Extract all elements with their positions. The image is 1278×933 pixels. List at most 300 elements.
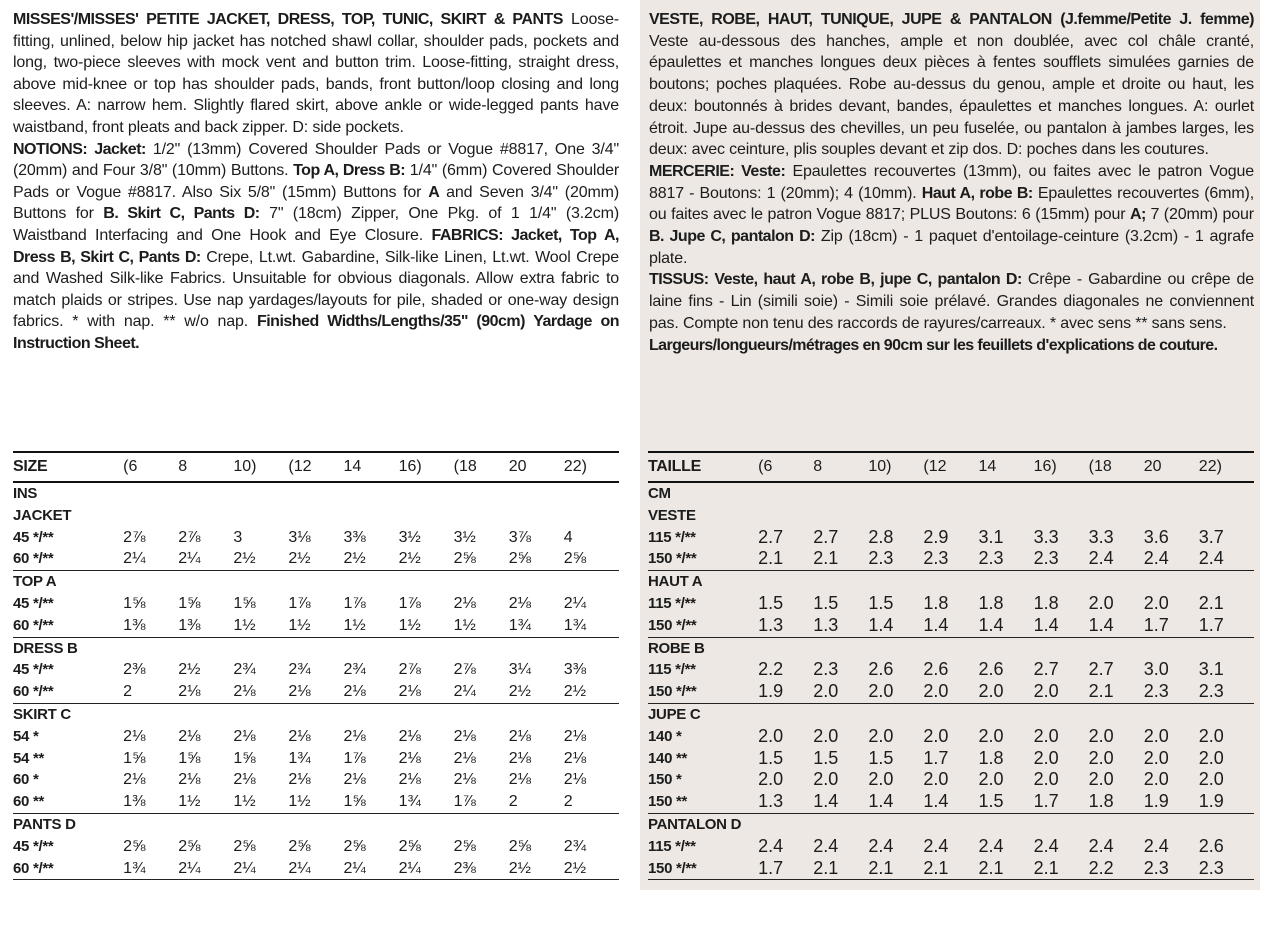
yardage-cell: 2.4 — [813, 835, 839, 856]
yardage-cell: 2.3 — [978, 548, 1004, 569]
table-row — [648, 527, 1254, 549]
yardage-cell: 2.0 — [1033, 725, 1059, 746]
yardage-cell: 2.7 — [758, 526, 784, 547]
row-label: PANTS D — [13, 813, 123, 835]
yardage-cell: 1½ — [233, 616, 256, 634]
yardage-cell: 1.3 — [758, 791, 784, 812]
mercerie-text-4: Zip (18cm) - 1 paquet d'entoilage-ceinture (3.2cm) - 1 agrafe plate. — [649, 228, 1254, 267]
size-column-header: 20 — [1143, 458, 1162, 475]
yardage-cell: 2¾ — [233, 661, 256, 679]
yardage-cell: 2⅛ — [563, 749, 587, 767]
row-label: 140 * — [648, 727, 682, 745]
yardage-cell — [288, 571, 343, 593]
row-label: INS — [13, 485, 38, 502]
yardage-cell — [123, 571, 178, 593]
yardage-cell: 2.1 — [1088, 681, 1114, 702]
yardage-cell — [288, 482, 343, 505]
yardage-cell — [758, 637, 813, 659]
yardage-cell — [288, 505, 343, 527]
yardage-cell — [399, 571, 454, 593]
largeurs-label: Largeurs/longueurs/métrages en 90cm sur les feuillets d'explications de couture. — [649, 336, 1218, 354]
row-label: JACKET — [13, 506, 72, 524]
yardage-cell — [1089, 571, 1144, 593]
table-group-row — [648, 813, 1254, 835]
yardage-cell — [1144, 703, 1199, 725]
table-row — [648, 748, 1254, 770]
yardage-cell: 1⅜ — [178, 616, 201, 634]
yardage-cell — [343, 505, 398, 527]
hauta-label: Haut A, robe B: — [921, 184, 1033, 202]
yardage-cell — [923, 637, 978, 659]
yardage-cell — [868, 482, 923, 505]
yardage-cell — [1034, 813, 1089, 835]
yardage-cell: 2⅛ — [233, 727, 256, 745]
yardage-cell — [564, 571, 619, 593]
yardage-cell: 1.4 — [1033, 614, 1059, 635]
row-label: 115 */** — [648, 528, 696, 546]
yardage-cell: 1.5 — [758, 592, 784, 613]
row-label: 54 * — [13, 727, 39, 745]
yardage-cell: 2.4 — [868, 835, 894, 856]
yardage-cell — [978, 703, 1033, 725]
yardage-cell — [1144, 813, 1199, 835]
yardage-cell: 1.5 — [868, 592, 894, 613]
yardage-cell — [868, 637, 923, 659]
yardage-cell — [564, 482, 619, 505]
yardage-cell — [509, 505, 564, 527]
yardage-cell: 2.3 — [813, 659, 839, 680]
yardage-cell — [868, 571, 923, 593]
yardage-cell — [233, 703, 288, 725]
yardage-cell — [1199, 637, 1254, 659]
yardage-cell — [923, 571, 978, 593]
yardage-cell — [123, 505, 178, 527]
table-row — [648, 548, 1254, 570]
yardage-cell: 1.3 — [758, 614, 784, 635]
yardage-cell: 1½ — [453, 616, 476, 634]
yardage-cell — [978, 637, 1033, 659]
yardage-cell — [454, 813, 509, 835]
table-header-row — [648, 452, 1254, 482]
table-bottom-rule — [648, 880, 1254, 883]
row-label: 45 */** — [13, 837, 54, 855]
yardage-cell — [509, 703, 564, 725]
yardage-cell: 2⅛ — [343, 683, 366, 701]
yardage-cell — [343, 571, 398, 593]
size-header: TAILLE — [648, 458, 702, 475]
yardage-cell: 2⅛ — [508, 594, 531, 612]
row-label: 140 ** — [648, 749, 688, 767]
yardage-cell: 2.6 — [923, 659, 949, 680]
yardage-cell — [1089, 813, 1144, 835]
yardage-cell: 2.3 — [1198, 681, 1224, 702]
yardage-cell: 2⅛ — [453, 727, 476, 745]
yardage-cell: 2½ — [288, 550, 311, 568]
yardage-cell: 2¼ — [288, 859, 311, 877]
yardage-cell — [454, 637, 509, 659]
table-row — [13, 527, 619, 549]
yardage-cell: 1⅞ — [453, 793, 476, 811]
yardage-cell — [343, 482, 398, 505]
yardage-cell: 1⅞ — [343, 749, 366, 767]
yardage-cell: 2¾ — [343, 661, 366, 679]
yardage-cell: 2¼ — [233, 859, 256, 877]
yardage-cell: 1.4 — [868, 614, 894, 635]
yardage-cell — [1199, 813, 1254, 835]
yardage-cell: 2⅛ — [563, 771, 587, 789]
english-description — [13, 9, 619, 355]
size-column-header: (6 — [123, 458, 138, 475]
yardage-cell — [1199, 703, 1254, 725]
yardage-cell: 2⅛ — [178, 727, 201, 745]
yardage-cell: 2⅛ — [288, 683, 311, 701]
yardage-cell — [178, 482, 233, 505]
size-column-header: 20 — [508, 458, 527, 475]
row-label: 115 */** — [648, 837, 696, 855]
yardage-cell: 1.4 — [978, 614, 1004, 635]
yardage-cell: 3⅜ — [563, 661, 587, 679]
yardage-cell: 2.4 — [1143, 548, 1169, 569]
row-label: 60 ** — [13, 793, 45, 811]
yardage-cell: 2.6 — [868, 659, 894, 680]
yardage-cell: 2.4 — [1033, 835, 1059, 856]
yardage-cell: 2.3 — [868, 548, 894, 569]
yardage-cell: 1⅜ — [123, 793, 146, 811]
yardage-cell — [343, 703, 398, 725]
yardage-cell: 2¼ — [178, 550, 201, 568]
yardage-cell: 2.0 — [1143, 592, 1169, 613]
yardage-cell: 1.8 — [923, 592, 949, 613]
yardage-cell — [758, 571, 813, 593]
yardage-cell: 2.0 — [1143, 747, 1169, 768]
size-column-header: 8 — [813, 458, 823, 475]
yardage-cell: 2⅝ — [233, 837, 256, 855]
fr-b-label: B. Jupe C, pantalon D: — [649, 228, 815, 246]
size-column-header: 10) — [868, 458, 892, 475]
yardage-cell: 2.8 — [868, 526, 894, 547]
yardage-cell: 2 — [508, 793, 518, 811]
yardage-cell: 2.1 — [813, 548, 839, 569]
yardage-cell: 2¼ — [563, 594, 587, 612]
yardage-cell: 2⅛ — [123, 771, 146, 789]
row-label: DRESS B — [13, 637, 123, 659]
yardage-cell: 1.4 — [923, 614, 949, 635]
yardage-cell: 2½ — [178, 661, 201, 679]
yardage-cell: 2.4 — [1088, 548, 1114, 569]
yardage-cell: 2.1 — [813, 857, 839, 878]
yardage-cell: 1.4 — [923, 791, 949, 812]
row-label: VESTE — [648, 506, 696, 524]
table-row — [13, 791, 619, 813]
yardage-cell: 1.4 — [868, 791, 894, 812]
yardage-cell: 1½ — [288, 616, 311, 634]
yardage-cell: 2.2 — [758, 659, 784, 680]
yardage-cell: 3.7 — [1198, 526, 1224, 547]
table-row — [648, 858, 1254, 880]
yardage-cell: 2⅛ — [453, 771, 476, 789]
a-label: A — [428, 183, 440, 201]
yardage-cell: 2⅜ — [123, 661, 146, 679]
yardage-cell — [1144, 637, 1199, 659]
yardage-cell: 1⅝ — [178, 594, 201, 612]
table-header-row — [13, 452, 619, 482]
yardage-cell — [813, 637, 868, 659]
yardage-cell: 2.6 — [1198, 835, 1224, 856]
yardage-cell: 1.7 — [1033, 791, 1059, 812]
yardage-cell — [758, 703, 813, 725]
yardage-cell: 1.7 — [1143, 614, 1169, 635]
yardage-cell — [1089, 703, 1144, 725]
table-row — [13, 769, 619, 791]
yardage-cell: 1.5 — [813, 747, 839, 768]
yardage-cell — [399, 813, 454, 835]
yardage-cell — [454, 571, 509, 593]
yardage-cell — [343, 637, 398, 659]
notions-text-1: 1/2" (13mm) Covered Shoulder Pads or Vogue #8817, One 3/4" (20mm) and Four 3/8" (10mm) Buttons. — [13, 140, 620, 180]
yardage-cell: 2.0 — [813, 769, 839, 790]
yardage-cell: 1.8 — [978, 592, 1004, 613]
row-label: PANTALON D — [648, 813, 758, 835]
yardage-cell: 2.0 — [978, 725, 1004, 746]
yardage-cell — [1199, 571, 1254, 593]
yardage-cell: 2⅝ — [453, 550, 476, 568]
yardage-cell — [233, 571, 288, 593]
yardage-cell: 2.3 — [923, 548, 949, 569]
table-row — [648, 659, 1254, 681]
yardage-cell: 2⅞ — [123, 528, 146, 546]
yardage-cell: 2.0 — [1033, 769, 1059, 790]
yardage-cell: 1.4 — [813, 791, 839, 812]
yardage-cell: 2.7 — [1088, 659, 1114, 680]
yardage-cell: 2⅛ — [123, 727, 146, 745]
yardage-cell — [288, 637, 343, 659]
yardage-cell: 1⅝ — [233, 749, 256, 767]
yardage-cell — [813, 703, 868, 725]
yardage-cell: 2.0 — [1033, 747, 1059, 768]
row-label: 60 */** — [13, 550, 54, 568]
yardage-cell: 2⅜ — [453, 859, 476, 877]
yardage-cell: 1¾ — [288, 749, 311, 767]
yardage-cell — [1144, 571, 1199, 593]
yardage-cell — [923, 703, 978, 725]
size-column-header: 8 — [178, 458, 188, 475]
yardage-cell: 2⅛ — [398, 727, 421, 745]
yardage-cell: 2⅝ — [178, 837, 201, 855]
yardage-cell: 2.3 — [1198, 857, 1224, 878]
row-label: 150 */** — [648, 616, 697, 634]
french-title: VESTE, ROBE, HAUT, TUNIQUE, JUPE & PANTALON (J.femme/Petite J. femme) — [649, 11, 1254, 28]
yardage-cell — [978, 505, 1033, 527]
yardage-cell: 1.8 — [978, 747, 1004, 768]
yardage-cell: 2⅝ — [398, 837, 421, 855]
notions-label: NOTIONS: — [13, 140, 88, 158]
yardage-cell: 1⅞ — [398, 594, 421, 612]
yardage-cell: 2.4 — [1088, 835, 1114, 856]
yardage-cell: 1.5 — [758, 747, 784, 768]
yardage-cell: 1¾ — [563, 616, 587, 634]
yardage-cell — [399, 482, 454, 505]
size-column-header: 14 — [978, 458, 997, 475]
table-group-row — [13, 571, 619, 593]
yardage-cell — [454, 703, 509, 725]
yardage-cell: 1.8 — [1088, 791, 1114, 812]
row-label: TOP A — [13, 571, 123, 593]
yardage-cell: 2¼ — [343, 859, 366, 877]
size-column-header: 22) — [1198, 458, 1222, 475]
yardage-cell — [1199, 482, 1254, 505]
yardage-cell — [509, 637, 564, 659]
size-column-header: 16) — [398, 458, 422, 475]
yardage-cell: 2.0 — [1198, 769, 1224, 790]
yardage-cell: 2.1 — [1033, 857, 1059, 878]
yardage-cell: 2¾ — [288, 661, 311, 679]
yardage-cell — [1144, 482, 1199, 505]
yardage-cell: 1½ — [343, 616, 366, 634]
yardage-cell: 1.5 — [978, 791, 1004, 812]
yardage-cell: 2⅞ — [398, 661, 421, 679]
yardage-cell — [813, 505, 868, 527]
yardage-cell — [123, 482, 178, 505]
yardage-cell: 2.6 — [978, 659, 1004, 680]
row-label: CM — [648, 485, 671, 502]
yardage-cell: 2 — [563, 793, 573, 811]
yardage-cell: 2.2 — [1088, 857, 1114, 878]
yardage-cell: 2.0 — [978, 681, 1004, 702]
yardage-cell: 2.0 — [868, 681, 894, 702]
yardage-cell: 3⅜ — [343, 528, 366, 546]
notions-text-4: 7" (18cm) Zipper, One Pkg. of 1 1/4" (3.2cm) Waistband Interfacing and One Hook and Eye Closure. — [13, 205, 620, 244]
fr-a-label: A; — [1129, 206, 1146, 224]
yardage-cell: 3 — [233, 528, 243, 546]
yardage-cell: 2.0 — [813, 681, 839, 702]
yardage-cell: 2⅛ — [233, 771, 256, 789]
yardage-cell: 2¼ — [398, 859, 421, 877]
yardage-cell — [233, 482, 288, 505]
yardage-cell: 2.7 — [813, 526, 839, 547]
yardage-cell — [233, 637, 288, 659]
tissus-body: Crêpe - Gabardine ou crêpe de laine fins - Lin (simili soie) - Simili soie prélavé. Grandes diagonales ne conviennent pas. Compte non tenu des raccords de rayures/carreaux. * avec sens ** sans sens. — [649, 271, 1255, 332]
yardage-cell: 1⅞ — [288, 594, 311, 612]
yardage-cell — [288, 813, 343, 835]
row-label: 45 */** — [13, 661, 54, 679]
yardage-cell: 2.4 — [923, 835, 949, 856]
table-group-row — [648, 637, 1254, 659]
yardage-cell: 2½ — [508, 859, 531, 877]
yardage-cell: 1⅝ — [178, 749, 201, 767]
yardage-cell: 3½ — [398, 528, 421, 546]
yardage-cell — [923, 813, 978, 835]
yardage-cell — [399, 505, 454, 527]
yardage-cell: 2⅛ — [288, 771, 311, 789]
yardage-cell: 2.0 — [758, 769, 784, 790]
yardage-cell: 2¼ — [453, 683, 476, 701]
yardage-cell: 2.0 — [868, 725, 894, 746]
row-label: ROBE B — [648, 637, 758, 659]
table-row — [648, 593, 1254, 615]
yardage-cell — [343, 813, 398, 835]
yardage-cell: 2.3 — [1143, 857, 1169, 878]
yardage-cell: 2⅛ — [508, 771, 531, 789]
size-column-header: 10) — [233, 458, 257, 475]
yardage-cell: 2½ — [508, 683, 531, 701]
yardage-cell — [868, 813, 923, 835]
yardage-cell: 1.3 — [813, 614, 839, 635]
yardage-cell: 2.4 — [1198, 548, 1224, 569]
row-label: 60 * — [13, 771, 39, 789]
yardage-cell — [178, 571, 233, 593]
yardage-table-english — [13, 451, 619, 882]
yardage-cell: 3.0 — [1143, 659, 1169, 680]
yardage-cell — [178, 637, 233, 659]
yardage-cell — [564, 637, 619, 659]
yardage-cell — [454, 505, 509, 527]
yardage-cell — [978, 813, 1033, 835]
yardage-cell: 2½ — [398, 550, 421, 568]
yardage-cell — [564, 505, 619, 527]
fabrics-label: FABRICS: Jacket, Top A, Dress B, Skirt C, Pants D: — [13, 226, 620, 266]
yardage-cell: 3½ — [453, 528, 476, 546]
size-column-header: (18 — [1088, 458, 1112, 475]
yardage-cell: 2⅛ — [398, 683, 421, 701]
row-label: JUPE C — [648, 703, 758, 725]
yardage-cell: 2⅞ — [453, 661, 476, 679]
yardage-cell: 2½ — [563, 683, 587, 701]
yardage-cell: 1.7 — [923, 747, 949, 768]
row-label: 60 */** — [13, 859, 54, 877]
yardage-cell — [868, 703, 923, 725]
yardage-cell: 2¾ — [563, 837, 587, 855]
yardage-cell: 2⅝ — [453, 837, 476, 855]
yardage-cell — [758, 505, 813, 527]
english-title: MISSES'/MISSES' PETITE JACKET, DRESS, TOP, TUNIC, SKIRT & PANTS — [13, 11, 563, 28]
yardage-cell — [178, 703, 233, 725]
yardage-cell: 2½ — [233, 550, 256, 568]
notions-text-2: 1/4" (6mm) Covered Shoulder Pads or Vogue #8817. Also Six 5/8" (15mm) Buttons for — [13, 162, 619, 201]
yardage-cell: 3.6 — [1143, 526, 1169, 547]
table-row — [648, 769, 1254, 791]
yardage-cell: 1¾ — [123, 859, 146, 877]
b-label: B. Skirt C, Pants D: — [103, 205, 260, 223]
size-column-header: 22) — [563, 458, 587, 475]
yardage-cell: 1⅞ — [343, 594, 366, 612]
mercerie-text-1: Epaulettes recouvertes (13mm), ou faites avec le patron Vogue 8817 - Boutons: 1 (20mm); 4 (10mm). — [649, 162, 1254, 202]
table-bottom-rule — [13, 880, 619, 883]
yardage-cell — [123, 703, 178, 725]
table-row — [13, 659, 619, 681]
yardage-cell: 2⅛ — [343, 727, 366, 745]
size-column-header: (18 — [453, 458, 477, 475]
yardage-cell — [813, 571, 868, 593]
yardage-cell — [123, 637, 178, 659]
notions-text-3: and Seven 3/4" (20mm) Buttons for — [13, 183, 619, 223]
table-row — [13, 615, 619, 637]
yardage-cell: 3.1 — [1198, 659, 1224, 680]
table-row — [648, 836, 1254, 858]
yardage-cell: 2.4 — [978, 835, 1004, 856]
yardage-cell — [1089, 637, 1144, 659]
yardage-cell: 2.0 — [758, 725, 784, 746]
yardage-cell — [1144, 505, 1199, 527]
jacket-label: Jacket: — [94, 140, 146, 158]
yardage-cell: 2¼ — [123, 550, 146, 568]
yardage-cell: 2.7 — [1033, 659, 1059, 680]
row-label: 54 ** — [13, 749, 45, 767]
yardage-cell — [564, 703, 619, 725]
yardage-cell: 1½ — [398, 616, 421, 634]
yardage-cell: 3.1 — [978, 526, 1004, 547]
yardage-cell: 2⅞ — [178, 528, 201, 546]
yardage-cell: 4 — [563, 528, 573, 546]
